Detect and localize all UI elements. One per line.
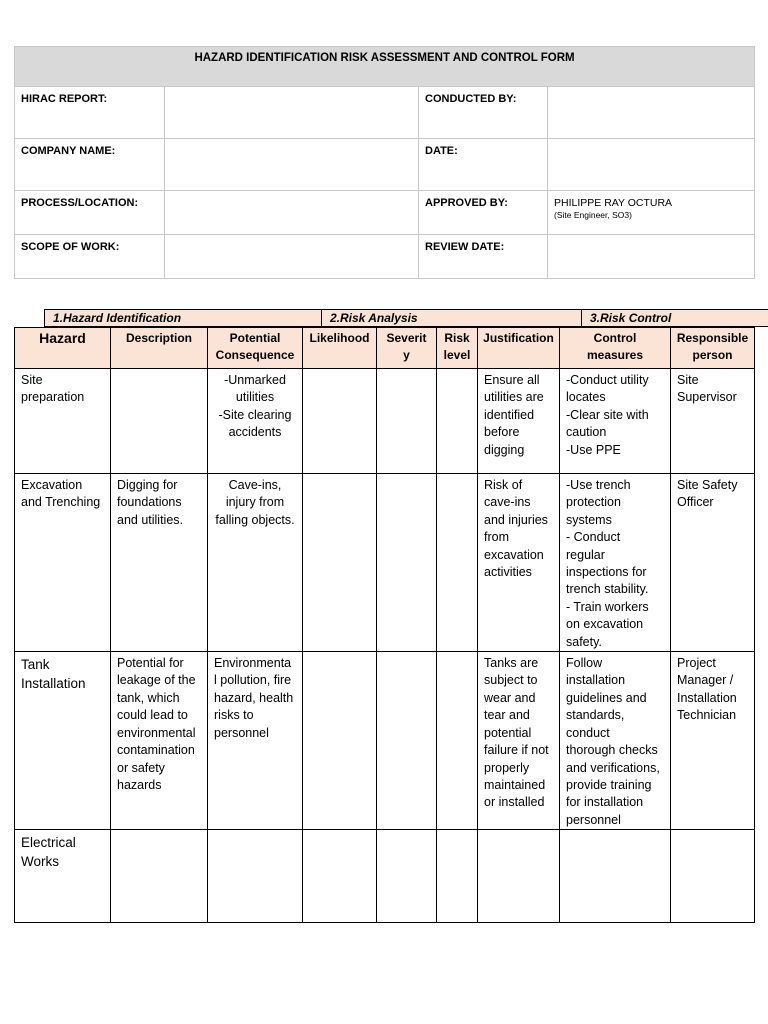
table-row — [15, 830, 755, 923]
company-name-field[interactable] — [165, 139, 419, 191]
cell-responsible: Project Manager / Installation Technician — [671, 652, 755, 830]
cell-control-measures: Follow installation guidelines and standards, conduct thorough checks and verifications, provide training for installation personnel — [560, 652, 671, 830]
col-header-justification: Justification — [478, 328, 560, 369]
process-location-field[interactable] — [165, 191, 419, 235]
review-date-label: REVIEW DATE: — [419, 235, 548, 279]
cell-control-measures: -Use trench protection systems - Conduct regular inspections for trench stability. - Train workers on excavation safety. — [560, 474, 671, 652]
cell-control-measures — [560, 830, 671, 923]
cell-hazard: Site preparation — [15, 369, 111, 474]
cell-responsible: Site Supervisor — [671, 369, 755, 474]
col-header-likelihood: Likelihood — [303, 328, 377, 369]
process-location-label: PROCESS/LOCATION: — [15, 191, 165, 235]
cell-severity — [377, 369, 437, 474]
cell-risk-level — [437, 474, 478, 652]
cell-risk-level — [437, 830, 478, 923]
approver-name: PHILIPPE RAY OCTURA — [554, 197, 673, 209]
approved-by-label: APPROVED BY: — [419, 191, 548, 235]
section-risk-analysis: 2.Risk Analysis — [322, 310, 582, 327]
date-label: DATE: — [419, 139, 548, 191]
cell-justification: Risk of cave-ins and injuries from excavation activities — [478, 474, 560, 652]
section-header-bar — [44, 309, 768, 327]
cell-justification: Ensure all utilities are identified before digging — [478, 369, 560, 474]
cell-likelihood — [303, 369, 377, 474]
table-row — [15, 652, 755, 830]
approved-by-field[interactable] — [548, 191, 755, 235]
approver-title: (Site Engineer, SO3) — [554, 210, 632, 220]
conducted-by-label: CONDUCTED BY: — [419, 87, 548, 139]
cell-control-measures: -Conduct utility locates -Clear site with caution -Use PPE — [560, 369, 671, 474]
cell-justification: Tanks are subject to wear and tear and potential failure if not properly maintained or installed — [478, 652, 560, 830]
cell-justification — [478, 830, 560, 923]
cell-likelihood — [303, 652, 377, 830]
col-header-severity: Severit y — [377, 328, 437, 369]
hirac-report-field[interactable] — [165, 87, 419, 139]
conducted-by-field[interactable] — [548, 87, 755, 139]
review-date-field[interactable] — [548, 235, 755, 279]
col-header-hazard: Hazard — [15, 328, 111, 369]
col-header-risk-level: Risk level — [437, 328, 478, 369]
company-name-label: COMPANY NAME: — [15, 139, 165, 191]
cell-responsible — [671, 830, 755, 923]
cell-consequence: -Unmarked utilities -Site clearing accidents — [208, 369, 303, 474]
date-field[interactable] — [548, 139, 755, 191]
cell-description — [111, 369, 208, 474]
scope-of-work-field[interactable] — [165, 235, 419, 279]
col-header-description: Description — [111, 328, 208, 369]
cell-description: Potential for leakage of the tank, which could lead to environmental contamination or safety hazards — [111, 652, 208, 830]
cell-risk-level — [437, 652, 478, 830]
cell-severity — [377, 652, 437, 830]
col-header-consequence: Potential Consequence — [208, 328, 303, 369]
cell-risk-level — [437, 369, 478, 474]
cell-consequence: Cave-ins, injury from falling objects. — [208, 474, 303, 652]
form-title: HAZARD IDENTIFICATION RISK ASSESSMENT AND CONTROL FORM — [15, 47, 755, 87]
hirac-report-label: HIRAC REPORT: — [15, 87, 165, 139]
cell-hazard: Tank Installation — [15, 652, 111, 830]
cell-description: Digging for foundations and utilities. — [111, 474, 208, 652]
cell-description — [111, 830, 208, 923]
section-hazard-identification: 1.Hazard Identification — [45, 310, 322, 327]
cell-likelihood — [303, 474, 377, 652]
form-header-table — [14, 46, 755, 279]
table-row — [15, 474, 755, 652]
section-risk-control: 3.Risk Control — [582, 310, 768, 327]
cell-severity — [377, 830, 437, 923]
cell-severity — [377, 474, 437, 652]
hazard-table — [14, 327, 755, 923]
scope-of-work-label: SCOPE OF WORK: — [15, 235, 165, 279]
col-header-control-measures: Control measures — [560, 328, 671, 369]
col-header-responsible: Responsible person — [671, 328, 755, 369]
cell-hazard: Excavation and Trenching — [15, 474, 111, 652]
cell-responsible: Site Safety Officer — [671, 474, 755, 652]
cell-consequence — [208, 830, 303, 923]
cell-consequence: Environmenta l pollution, fire hazard, health risks to personnel — [208, 652, 303, 830]
table-row — [15, 369, 755, 474]
cell-likelihood — [303, 830, 377, 923]
cell-hazard: Electrical Works — [15, 830, 111, 923]
